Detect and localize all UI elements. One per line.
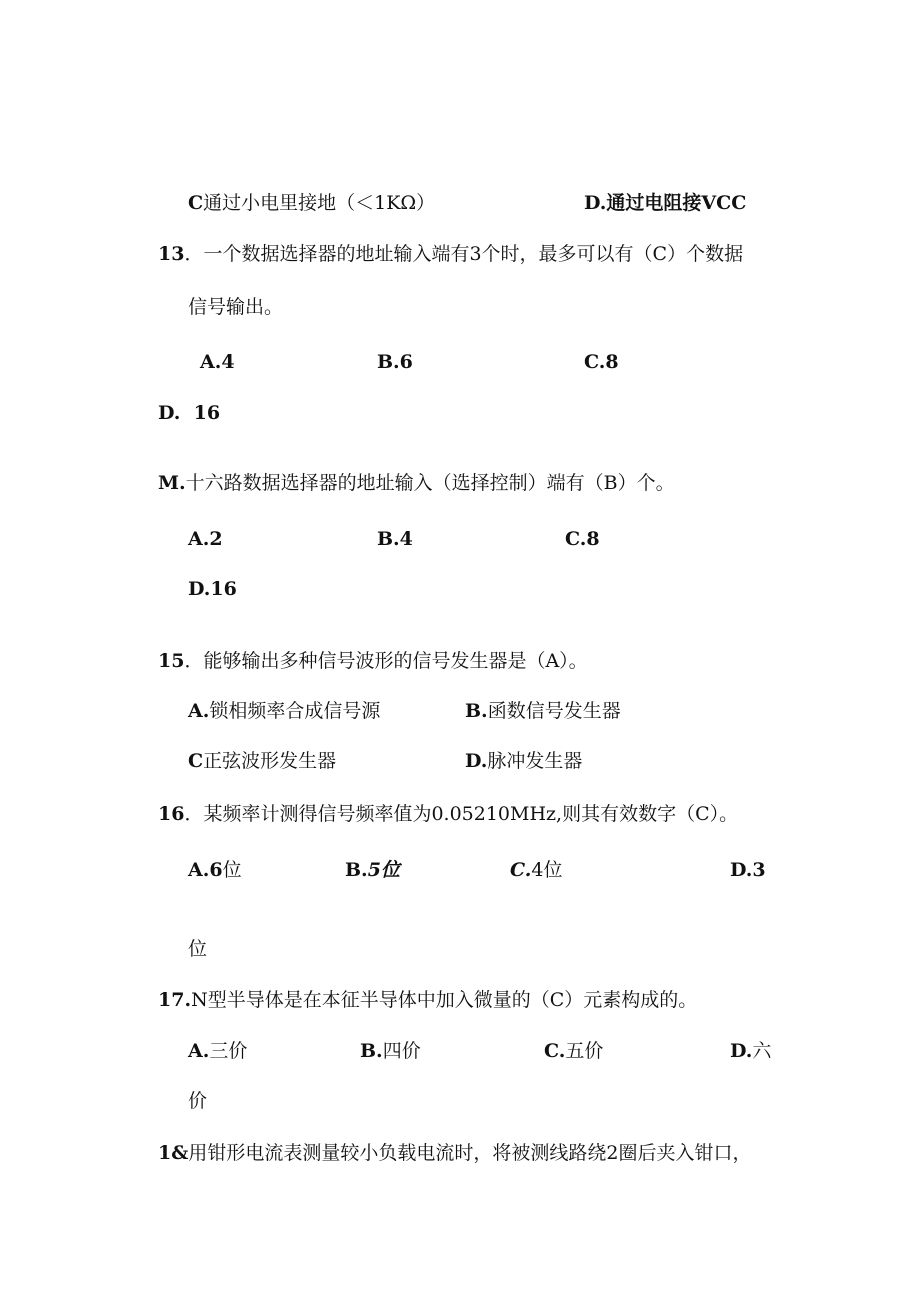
question-text: ．能够输出多种信号波形的信号发生器是（A）。 (184, 650, 588, 672)
q13-stem-line2: 信号输出。 (188, 296, 284, 318)
q16-option-d (730, 858, 766, 882)
q15-option-d (465, 749, 582, 773)
q14-option-d: D.16 (188, 578, 237, 600)
option-letter: C (188, 192, 204, 214)
option-letter: B. (345, 859, 368, 881)
q17-option-d (730, 1039, 771, 1063)
option-letter: D. (730, 1040, 753, 1062)
q13-option-c: C.8 (584, 351, 619, 373)
q14-stem (158, 471, 675, 495)
option-text: 4位 (531, 859, 563, 881)
question-text: N型半导体是在本征半导体中加入微量的（C）元素构成的。 (191, 989, 698, 1011)
option-letter: A.6 (188, 859, 223, 881)
q13-option-b: B.6 (377, 351, 413, 373)
option-text: 锁相频率合成信号源 (209, 700, 381, 722)
option-letter: A. (188, 1040, 210, 1062)
q18-stem (158, 1141, 751, 1165)
question-number: M. (158, 472, 186, 494)
option-text: 五价 (565, 1040, 604, 1062)
question-text: 用钳形电流表测量较小负载电流时，将被测线路绕2圈后夹入钳口， (188, 1142, 752, 1164)
option-text: 5位 (367, 859, 400, 881)
option-letter: B. (360, 1040, 383, 1062)
q13-stem (158, 242, 743, 266)
q16-option-d-wrap: 位 (188, 938, 208, 960)
option-text: 通过小电里接地（＜1KΩ） (203, 192, 436, 214)
option-letter: A. (188, 700, 210, 722)
option-letter: D. (465, 750, 488, 772)
q16-stem (158, 802, 738, 826)
option-text: 四价 (382, 1040, 421, 1062)
q16-option-b (345, 858, 400, 882)
option-text: 三价 (209, 1040, 248, 1062)
q15-option-c (188, 749, 336, 773)
q17-option-d-wrap: 价 (188, 1090, 208, 1112)
option-letter: D.3 (730, 859, 766, 881)
q16-option-a (188, 858, 242, 882)
q14-option-b: B.4 (377, 528, 413, 550)
option-text: 函数信号发生器 (487, 700, 621, 722)
question-number: 1& (158, 1142, 189, 1164)
q13-option-d: D. 16 (158, 402, 221, 424)
q15-option-a (188, 699, 380, 723)
q12-option-c (188, 191, 435, 215)
question-text: ．某频率计测得信号频率值为0.05210MHz,则其有效数字（C）。 (184, 803, 739, 825)
q17-option-b (360, 1039, 421, 1063)
q12-option-d (584, 191, 746, 215)
option-text: 通过电阻接VCC (606, 192, 747, 214)
option-letter: B. (465, 700, 488, 722)
option-text: 脉冲发生器 (487, 750, 583, 772)
q14-option-c: C.8 (565, 528, 600, 550)
option-text: 正弦波形发生器 (203, 750, 337, 772)
question-text: ．一个数据选择器的地址输入端有3个时，最多可以有（C）个数据 (184, 243, 744, 265)
q17-stem (158, 988, 697, 1012)
question-text: 十六路数据选择器的地址输入（选择控制）端有（B）个。 (185, 472, 675, 494)
q14-option-a: A.2 (188, 528, 223, 550)
q15-option-b (465, 699, 621, 723)
question-number: 15 (158, 650, 185, 672)
option-letter: D. (584, 192, 607, 214)
option-text: 六 (752, 1040, 772, 1062)
question-number: 16 (158, 803, 185, 825)
option-letter: C. (510, 859, 532, 881)
q17-option-a (188, 1039, 247, 1063)
option-text: 位 (222, 859, 242, 881)
question-number: 17. (158, 989, 192, 1011)
q13-option-a: A.4 (200, 351, 235, 373)
q15-stem (158, 649, 588, 673)
question-number: 13 (158, 243, 185, 265)
option-letter: C. (544, 1040, 566, 1062)
q17-option-c (544, 1039, 603, 1063)
option-letter: C (188, 750, 204, 772)
q16-option-c (510, 858, 563, 882)
